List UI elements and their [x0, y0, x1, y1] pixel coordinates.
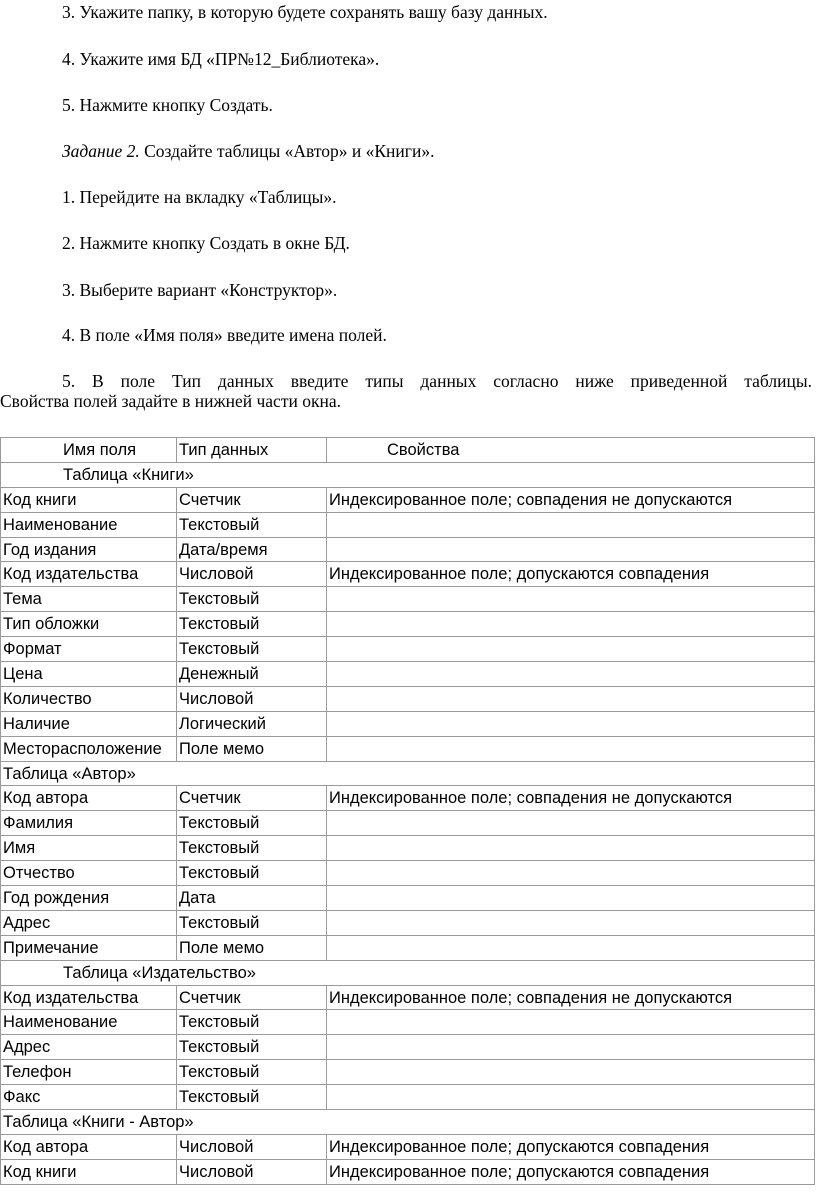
field-name-cell: Код автора	[1, 1134, 177, 1159]
properties-cell	[327, 587, 815, 612]
task-2-step-1: 1. Перейдите на вкладку «Таблицы».	[62, 187, 337, 207]
table-row	[1, 562, 815, 587]
task-2-step-5	[0, 371, 812, 411]
data-type-cell: Текстовый	[177, 612, 327, 637]
paragraph-step-5: 5. Нажмите кнопку Создать.	[62, 95, 273, 115]
section-title-row	[1, 462, 815, 487]
field-name-cell: Фамилия	[1, 811, 177, 836]
field-name-cell: Тип обложки	[1, 612, 177, 637]
properties-cell	[327, 1010, 815, 1035]
table-row	[1, 1085, 815, 1110]
field-name-cell: Цена	[1, 662, 177, 687]
field-name-cell: Наличие	[1, 711, 177, 736]
data-type-cell: Текстовый	[177, 637, 327, 662]
section-title-row	[1, 1110, 815, 1135]
data-type-cell: Текстовый	[177, 1060, 327, 1085]
paragraph-step-4: 4. Укажите имя БД «ПР№12_Библиотека».	[62, 49, 380, 69]
data-type-cell: Поле мемо	[177, 935, 327, 960]
data-type-cell: Текстовый	[177, 910, 327, 935]
table-row	[1, 985, 815, 1010]
table-row	[1, 786, 815, 811]
data-type-cell: Текстовый	[177, 1010, 327, 1035]
data-type-cell: Текстовый	[177, 587, 327, 612]
data-type-cell: Числовой	[177, 686, 327, 711]
section-title: Таблица «Книги - Автор»	[1, 1110, 815, 1135]
field-name-cell: Тема	[1, 587, 177, 612]
properties-cell	[327, 512, 815, 537]
data-type-cell: Дата	[177, 886, 327, 911]
header-properties: Свойства	[327, 438, 815, 463]
data-type-cell: Счетчик	[177, 487, 327, 512]
table-row	[1, 836, 815, 861]
table-row	[1, 910, 815, 935]
properties-cell: Индексированное поле; допускаются совпадения	[327, 562, 815, 587]
properties-cell	[327, 537, 815, 562]
task-2-label: Задание 2.	[62, 141, 140, 161]
table-row	[1, 512, 815, 537]
properties-cell	[327, 711, 815, 736]
field-name-cell: Количество	[1, 686, 177, 711]
properties-cell: Индексированное поле; допускаются совпадения	[327, 1159, 815, 1184]
properties-cell	[327, 1060, 815, 1085]
header-data-type: Тип данных	[177, 438, 327, 463]
data-type-cell: Счетчик	[177, 985, 327, 1010]
field-name-cell: Код издательства	[1, 562, 177, 587]
data-type-cell: Дата/время	[177, 537, 327, 562]
properties-cell	[327, 736, 815, 761]
table-header-row	[1, 438, 815, 463]
task-2-step-5-line-2: Свойства полей задайте в нижней части окна.	[0, 391, 341, 411]
header-field-name: Имя поля	[1, 438, 177, 463]
data-type-cell: Денежный	[177, 662, 327, 687]
task-2-step-4: 4. В поле «Имя поля» введите имена полей.	[62, 325, 387, 345]
table-row	[1, 1035, 815, 1060]
field-name-cell: Год издания	[1, 537, 177, 562]
properties-cell	[327, 686, 815, 711]
properties-cell	[327, 1085, 815, 1110]
task-2-step-2: 2. Нажмите кнопку Создать в окне БД.	[62, 233, 350, 253]
table-row	[1, 736, 815, 761]
task-2-heading	[62, 141, 434, 161]
data-type-cell: Текстовый	[177, 1085, 327, 1110]
section-title-row	[1, 960, 815, 985]
table-row	[1, 886, 815, 911]
table-row	[1, 537, 815, 562]
properties-cell: Индексированное поле; допускаются совпадения	[327, 1134, 815, 1159]
properties-cell	[327, 811, 815, 836]
field-name-cell: Формат	[1, 637, 177, 662]
field-name-cell: Факс	[1, 1085, 177, 1110]
task-2-text: Создайте таблицы «Автор» и «Книги».	[139, 141, 435, 161]
table-row	[1, 1060, 815, 1085]
data-type-cell: Логический	[177, 711, 327, 736]
table-row	[1, 935, 815, 960]
properties-cell: Индексированное поле; совпадения не допускаются	[327, 487, 815, 512]
data-type-cell: Текстовый	[177, 861, 327, 886]
field-name-cell: Телефон	[1, 1060, 177, 1085]
section-title-row	[1, 761, 815, 786]
field-name-cell: Код автора	[1, 786, 177, 811]
properties-cell	[327, 910, 815, 935]
field-name-cell: Наименование	[1, 512, 177, 537]
properties-cell	[327, 836, 815, 861]
field-properties-table	[0, 437, 815, 1185]
properties-cell	[327, 861, 815, 886]
field-name-cell: Код книги	[1, 487, 177, 512]
field-name-cell: Месторасположение	[1, 736, 177, 761]
task-2-step-3: 3. Выберите вариант «Конструктор».	[62, 280, 338, 300]
table-row	[1, 811, 815, 836]
data-type-cell: Числовой	[177, 562, 327, 587]
task-2-step-5-line-1: 5. В поле Тип данных введите типы данных согласно ниже приведенной таблицы.	[62, 371, 812, 391]
table-row	[1, 587, 815, 612]
properties-cell	[327, 612, 815, 637]
data-type-cell: Текстовый	[177, 836, 327, 861]
properties-cell	[327, 935, 815, 960]
field-name-cell: Год рождения	[1, 886, 177, 911]
field-name-cell: Наименование	[1, 1010, 177, 1035]
data-type-cell: Текстовый	[177, 811, 327, 836]
data-type-cell: Числовой	[177, 1159, 327, 1184]
section-title: Таблица «Издательство»	[1, 960, 815, 985]
data-type-cell: Числовой	[177, 1134, 327, 1159]
field-name-cell: Код издательства	[1, 985, 177, 1010]
properties-cell: Индексированное поле; совпадения не допускаются	[327, 985, 815, 1010]
properties-cell	[327, 637, 815, 662]
table-row	[1, 1134, 815, 1159]
table-row	[1, 662, 815, 687]
properties-cell	[327, 662, 815, 687]
table-row	[1, 487, 815, 512]
field-name-cell: Имя	[1, 836, 177, 861]
section-title: Таблица «Автор»	[1, 761, 815, 786]
data-type-cell: Счетчик	[177, 786, 327, 811]
properties-cell: Индексированное поле; совпадения не допускаются	[327, 786, 815, 811]
data-type-cell: Поле мемо	[177, 736, 327, 761]
data-type-cell: Текстовый	[177, 512, 327, 537]
properties-cell	[327, 886, 815, 911]
field-name-cell: Адрес	[1, 1035, 177, 1060]
table-row	[1, 1010, 815, 1035]
field-name-cell: Примечание	[1, 935, 177, 960]
field-name-cell: Код книги	[1, 1159, 177, 1184]
paragraph-step-3: 3. Укажите папку, в которую будете сохранять вашу базу данных.	[62, 2, 548, 22]
table-row	[1, 637, 815, 662]
data-type-cell: Текстовый	[177, 1035, 327, 1060]
field-name-cell: Адрес	[1, 910, 177, 935]
table-row	[1, 711, 815, 736]
field-name-cell: Отчество	[1, 861, 177, 886]
properties-cell	[327, 1035, 815, 1060]
table-row	[1, 1159, 815, 1184]
table-row	[1, 861, 815, 886]
table-row	[1, 686, 815, 711]
section-title: Таблица «Книги»	[1, 462, 815, 487]
table-row	[1, 612, 815, 637]
